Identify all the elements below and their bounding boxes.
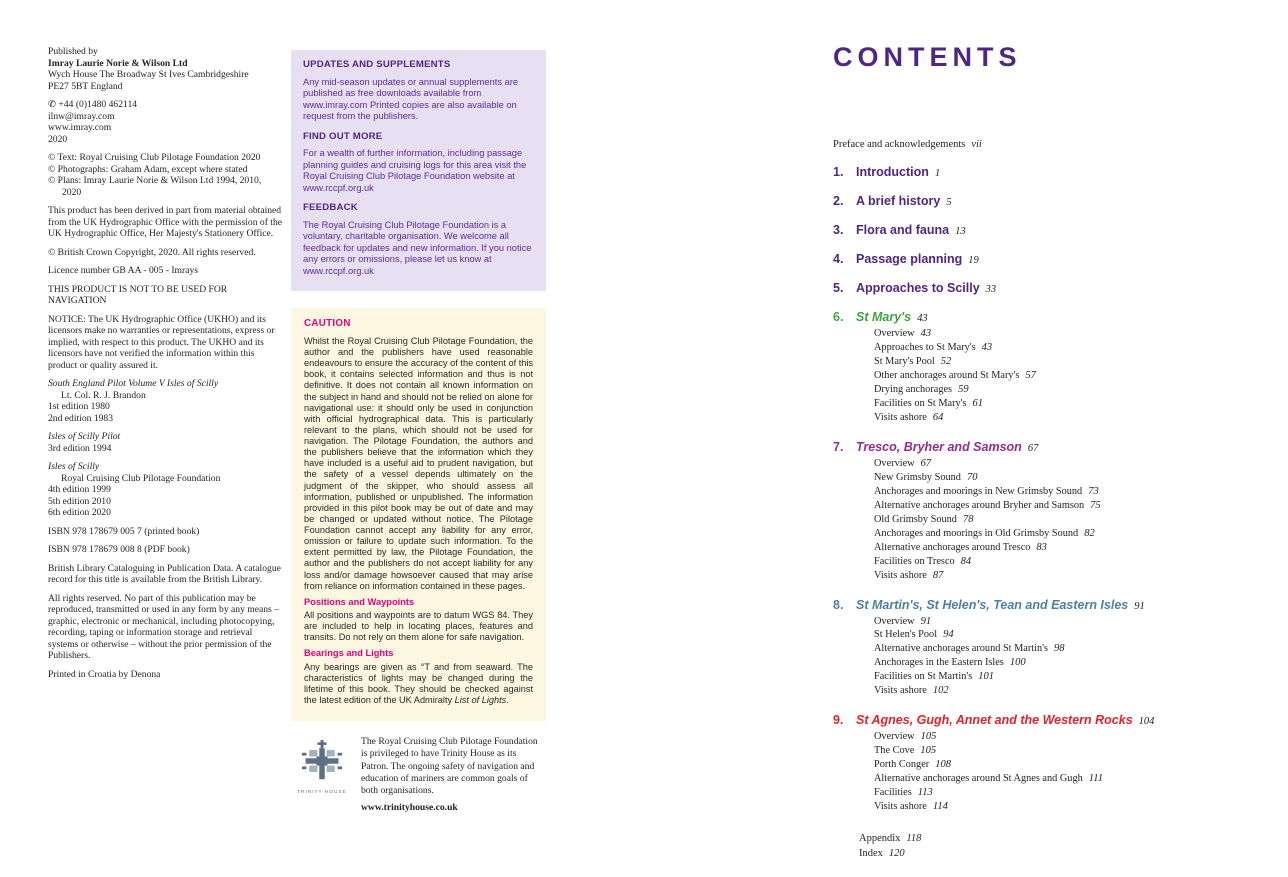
toc-subitem (874, 628, 1208, 642)
toc-chapter (833, 252, 1208, 266)
toc-subitem-page-number: 84 (960, 555, 972, 567)
toc-subitem (874, 397, 1208, 411)
imprint-line: 2nd edition 1983 (48, 412, 114, 424)
toc-subitem-label: Alternative anchorages around St Martin's (874, 643, 1048, 655)
toc-subitem-page-number: 102 (932, 685, 949, 697)
toc-subitem (874, 499, 1208, 513)
toc-subitem-label: Facilities on St Martin's (874, 671, 973, 683)
toc-chapter-row (833, 165, 1208, 179)
positions-waypoints-body: All positions and waypoints are to datum WGS 84. They are included to help in locating places, features and transits. Do not rely on them alone for safe navigation. (304, 609, 533, 643)
caution-body: Whilst the Royal Cruising Club Pilotage Foundation, the author and the publishers have used reasonable endeavours to ensure the accuracy of the content of this book, it contains selected information and thus is not definitive. It does not contain all known information on the subject in hand and should not be relied on alone for navigational use: it should only be used in conjunction with official hydrographical data. This is particularly relevant to the plans, which should not be used for navigation. The Pilotage Foundation, the authors and the publishers believe that the information which they have included is a useful aid to prudent navigation, but the safety of a vessel depends ultimately on the judgment of the skipper, who should assess all information, published or unpublished. The information provided in this pilot book may be out of date and may be changed or updated without notice. The Pilotage Foundation cannot accept any liability for any error, omission or failure to update such information. To the extent permitted by law, the Pilotage Foundation, the author and the publishers do not accept liability for any loss and/or damage howsoever caused that may arise from reliance on information contained in these pages. (304, 335, 533, 591)
toc-subitem-label: Porth Conger (874, 759, 930, 771)
chapter-number: 5. (833, 281, 844, 295)
toc-subitem-page-number: 94 (943, 629, 954, 641)
imprint-line: Isles of Scilly Pilot (48, 431, 121, 442)
imprint-line: This product has been derived in part from material obtained from the UK Hydrographic Office with the permission of the UK Hydrographic Office, Her Majesty's Stationery Office. (48, 205, 283, 239)
imprint-block (48, 314, 282, 372)
toc-subitem-page-number: 101 (978, 671, 994, 683)
toc-subitem (874, 569, 1208, 583)
toc-subitem-label: Overview (874, 457, 915, 469)
imprint-line: 1st edition 1980 (48, 401, 110, 412)
toc-subitem-page-number: 113 (917, 787, 933, 799)
toc-subitem (874, 485, 1208, 499)
back-matter-entry (859, 846, 1208, 861)
updates-info-box (291, 50, 546, 291)
trinity-house-caption: TRINITY HOUSE (297, 789, 347, 795)
toc-subitem-label: Alternative anchorages around Bryher and Samson (874, 499, 1085, 511)
toc-subitem-page-number: 70 (966, 471, 978, 483)
toc-subitem-label: St Mary's Pool (874, 355, 935, 367)
toc-subitem-page-number: 105 (920, 731, 937, 743)
imprint-line: 2020 (48, 133, 68, 145)
back-matter-entry (859, 831, 1208, 846)
toc-chapter (833, 281, 1208, 295)
imprint-block (48, 544, 282, 556)
notices-column (291, 50, 546, 815)
toc-subitem-page-number: 105 (920, 745, 937, 757)
toc-subitem-page-number: 100 (1009, 657, 1026, 669)
imprint-block (48, 247, 282, 259)
toc-subitem (874, 555, 1208, 569)
chapter-title: Flora and fauna (856, 223, 950, 237)
imprint-block (48, 99, 282, 145)
trinity-house-paragraph: The Royal Cruising Club Pilotage Foundation is privileged to have Trinity House as its Patron. The ongoing safety of navigation and education of mariners are common goals of both organisations. (361, 736, 538, 797)
toc-subitem (874, 744, 1208, 758)
chapter-number: 7. (833, 439, 844, 454)
imprint-line: Lt. Col. R. J. Brandon (61, 389, 146, 401)
toc-subitem-page-number: 98 (1054, 643, 1065, 655)
bearings-lights-text: Any bearings are given as °T and from seaward. The characteristics of lights may be changed during the lifetime of this book. They should be checked against the latest edition of the UK Admiralty (304, 661, 533, 705)
imprint-block (48, 152, 282, 198)
toc-subitem (874, 615, 1208, 629)
toc-chapter-row (833, 598, 1208, 612)
imprint-block (48, 205, 282, 240)
toc-subitem-page-number: 43 (920, 328, 932, 339)
trinity-house-text (361, 736, 543, 815)
chapter-title: Tresco, Bryher and Samson (856, 439, 1022, 454)
toc-subitem-label: Visits ashore (874, 685, 927, 697)
toc-subitem-page-number: 111 (1088, 773, 1103, 785)
imprint-line: Wych House The Broadway St Ives Cambridgeshire (48, 69, 249, 80)
toc-subitem-label: Alternative anchorages around Tresco (874, 541, 1031, 553)
toc-subitem (874, 355, 1208, 369)
chapter-number: 4. (833, 252, 844, 266)
preface-page-number: vii (971, 139, 982, 150)
bearings-lights-heading: Bearings and Lights (304, 648, 394, 659)
chapter-title: Introduction (856, 165, 929, 179)
imprint-column (48, 46, 282, 687)
toc-subitem (874, 341, 1208, 355)
toc-subitem-label: New Grimsby Sound (874, 471, 961, 483)
imprint-line: 4th edition 1999 (48, 484, 111, 495)
imprint-line: NOTICE: The UK Hydrographic Office (UKHO) and its licensors make no warranties or representations, express or implied, with respect to this product. The UKHO and its licensors have not verified the information within this product or quality assured it. (48, 313, 275, 371)
imprint-line: © Text: Royal Cruising Club Pilotage Foundation 2020 (48, 152, 261, 163)
imprint-line: 3rd edition 1994 (48, 442, 112, 454)
find-out-more-heading: FIND OUT MORE (303, 130, 383, 142)
chapter-page-number: 91 (1134, 600, 1145, 612)
imprint-line: ISBN 978 178679 008 8 (PDF book) (48, 544, 190, 555)
imprint-line: South England Pilot Volume V Isles of Scilly (48, 378, 219, 389)
toc-chapter (833, 165, 1208, 179)
imprint-line: © British Crown Copyright, 2020. All rights reserved. (48, 246, 256, 258)
chapter-number: 2. (833, 194, 844, 208)
back-matter (859, 831, 1208, 861)
toc-subitem-page-number: 59 (958, 383, 969, 395)
toc-subitem-page-number: 61 (972, 397, 984, 409)
toc-subitem-label: Facilities on Tresco (874, 555, 955, 567)
imprint-line: Imray Laurie Norie & Wilson Ltd (48, 57, 188, 69)
imprint-line: 5th edition 2010 (48, 495, 111, 507)
trinity-house-crest-icon (300, 740, 344, 782)
back-matter-label: Appendix (859, 833, 901, 845)
imprint-line: ilnw@imray.com (48, 110, 115, 122)
toc-subitem-label: Visits ashore (874, 411, 927, 423)
toc-subitem (874, 684, 1208, 698)
toc-chapter (833, 713, 1208, 814)
toc-subitem (874, 642, 1208, 656)
toc-subitem-page-number: 91 (920, 615, 932, 627)
toc-subitem-page-number: 67 (920, 457, 932, 469)
toc-subitem-label: Facilities on St Mary's (874, 397, 967, 409)
imprint-block (48, 526, 282, 538)
feedback-body: The Royal Cruising Club Pilotage Foundation is a voluntary, charitable organisation. We welcome all feedback for updates and new information. If you notice any errors or omissions, please let us know at www.rccpf.org.uk (303, 219, 532, 276)
toc-subitem (874, 369, 1208, 383)
imprint-line: Royal Cruising Club Pilotage Foundation (61, 472, 221, 484)
toc-subitem-label: Overview (874, 615, 915, 627)
toc-subitem (874, 786, 1208, 800)
trinity-house-url: www.trinityhouse.co.uk (361, 802, 458, 814)
toc-sublist (874, 327, 1208, 425)
toc-subitem (874, 656, 1208, 670)
imprint-line: 6th edition 2020 (48, 507, 111, 518)
chapter-number: 8. (833, 597, 844, 612)
toc-subitem (874, 327, 1208, 341)
toc-subitem-page-number: 64 (932, 411, 944, 423)
toc-chapter (833, 223, 1208, 237)
caution-box (291, 308, 546, 721)
toc-subitem (874, 471, 1208, 485)
toc-sublist (874, 615, 1208, 699)
toc-chapter-row (833, 440, 1208, 454)
caution-heading: CAUTION (304, 318, 351, 330)
toc-subitem-page-number: 52 (940, 355, 952, 367)
toc-subitem (874, 527, 1208, 541)
toc-subitem-label: Approaches to St Mary's (874, 341, 976, 353)
contents-page (833, 42, 1208, 862)
imprint-block (48, 46, 282, 92)
list-of-lights-title: List of Lights (454, 694, 507, 705)
toc-subitem-label: Visits ashore (874, 801, 927, 813)
imprint-line: ✆ +44 (0)1480 462114 (48, 99, 138, 110)
imprint-line: © Photographs: Graham Adam, except where stated (48, 163, 248, 175)
updates-heading: UPDATES AND SUPPLEMENTS (303, 59, 451, 70)
imprint-block (48, 461, 282, 519)
toc-subitem-label: The Cove (874, 745, 915, 757)
toc-chapter (833, 598, 1208, 699)
chapter-page-number: 33 (985, 284, 997, 295)
toc-subitem-page-number: 78 (962, 513, 974, 525)
contents-title: CONTENTS (833, 42, 1022, 72)
preface-label: Preface and acknowledgements (833, 139, 966, 150)
toc-chapter (833, 194, 1208, 208)
toc-subitem (874, 457, 1208, 471)
chapter-page-number: 19 (968, 255, 979, 266)
toc-subitem-page-number: 43 (981, 341, 993, 353)
toc-subitem (874, 730, 1208, 744)
toc-subitem-label: Overview (874, 328, 915, 339)
toc-subitem-label: Anchorages in the Eastern Isles (874, 657, 1004, 669)
chapter-page-number: 67 (1027, 442, 1039, 454)
toc-chapter-row (833, 713, 1208, 727)
bearings-lights-period: . (506, 694, 509, 705)
chapter-title: Approaches to Scilly (856, 281, 980, 295)
toc-subitem (874, 772, 1208, 786)
chapter-title: A brief history (856, 194, 941, 208)
imprint-line: All rights reserved. No part of this publication may be reproduced, transmitted or used in any form by any means – graphic, electronic or mechanical, including photocopying, recording, taping or information storage and retrieval systems or otherwise – without the prior permission of the Publishers. (48, 592, 279, 661)
toc-subitem-page-number: 114 (932, 801, 948, 813)
toc-subitem-page-number: 83 (1036, 541, 1047, 553)
toc-subitem-label: St Helen's Pool (874, 629, 938, 641)
find-out-more-body: For a wealth of further information, including passage planning guides and cruising logs for this area visit the Royal Cruising Club Pilotage Foundation website at www.rccpf.org.uk (303, 148, 527, 193)
toc-subitem-page-number: 73 (1088, 485, 1099, 497)
toc-sublist (874, 730, 1208, 814)
toc-subitem (874, 758, 1208, 772)
updates-body: Any mid-season updates or annual supplements are published as free downloads available from www.imray.com Printed copies are also available on request from the publishers. (303, 76, 518, 122)
imprint-line: British Library Cataloguing in Publication Data. A catalogue record for this title is available from the British Library. (48, 562, 281, 585)
imprint-block (48, 378, 282, 424)
toc-chapter (833, 310, 1208, 425)
chapter-page-number: 104 (1138, 716, 1155, 728)
table-of-contents (833, 165, 1208, 814)
toc-chapter-row (833, 194, 1208, 208)
chapter-title: St Agnes, Gugh, Annet and the Western Rocks (856, 713, 1133, 728)
toc-subitem-label: Old Grimsby Sound (874, 513, 957, 525)
chapter-page-number: 1 (934, 168, 941, 179)
imprint-block (48, 431, 282, 454)
toc-subitem-page-number: 75 (1090, 499, 1101, 511)
trinity-house-section (291, 736, 546, 815)
chapter-number: 9. (833, 713, 844, 728)
toc-chapter-row (833, 310, 1208, 324)
chapter-title: Passage planning (856, 252, 963, 266)
chapter-page-number: 13 (955, 226, 966, 237)
toc-subitem (874, 383, 1208, 397)
imprint-line: Isles of Scilly (48, 461, 100, 472)
imprint-line: THIS PRODUCT IS NOT TO BE USED FOR NAVIGATION (48, 283, 228, 306)
toc-subitem-label: Alternative anchorages around St Agnes and Gugh (874, 773, 1083, 785)
toc-chapter-row (833, 252, 1208, 266)
toc-chapter-row (833, 223, 1208, 237)
imprint-line: © Plans: Imray Laurie Norie & Wilson Ltd 1994, 2010, 2020 (48, 175, 262, 198)
toc-subitem (874, 541, 1208, 555)
toc-chapter (833, 440, 1208, 583)
trinity-house-logo (291, 740, 353, 794)
toc-subitem-label: Facilities (874, 787, 912, 799)
toc-subitem-label: Drying anchorages (874, 383, 953, 395)
imprint-block (48, 284, 282, 307)
back-matter-page-number: 118 (906, 833, 922, 845)
toc-subitem-page-number: 82 (1084, 527, 1095, 539)
toc-subitem-page-number: 108 (935, 759, 951, 771)
imprint-line: Licence number GB AA - 005 - Imrays (48, 265, 198, 276)
toc-subitem-label: Visits ashore (874, 569, 927, 581)
positions-waypoints-heading: Positions and Waypoints (304, 596, 415, 607)
bearings-lights-body (304, 662, 533, 707)
preface-entry (833, 139, 1208, 150)
toc-subitem (874, 513, 1208, 527)
feedback-heading: FEEDBACK (303, 202, 358, 214)
toc-subitem-label: Anchorages and moorings in New Grimsby Sound (874, 485, 1083, 497)
chapter-page-number: 43 (917, 313, 928, 324)
imprint-line: www.imray.com (48, 122, 112, 133)
chapter-number: 3. (833, 223, 844, 237)
chapter-number: 1. (833, 165, 844, 179)
toc-subitem (874, 800, 1208, 814)
back-matter-label: Index (859, 848, 883, 860)
toc-sublist (874, 457, 1208, 583)
toc-subitem-label: Overview (874, 731, 915, 743)
toc-subitem-page-number: 57 (1025, 369, 1036, 381)
toc-subitem-page-number: 87 (932, 569, 944, 581)
toc-subitem (874, 670, 1208, 684)
imprint-line: ISBN 978 178679 005 7 (printed book) (48, 525, 200, 537)
imprint-block (48, 669, 282, 681)
toc-chapter-row (833, 281, 1208, 295)
imprint-line: PE27 5BT England (48, 80, 123, 92)
back-matter-page-number: 120 (888, 848, 905, 860)
chapter-title: St Mary's (856, 310, 912, 324)
imprint-block (48, 563, 282, 586)
toc-subitem-label: Anchorages and moorings in Old Grimsby Sound (874, 527, 1079, 539)
imprint-line: Printed in Croatia by Denona (48, 668, 161, 680)
chapter-title: St Martin's, St Helen's, Tean and Eastern Isles (856, 597, 1129, 612)
imprint-line: Published by (48, 46, 98, 57)
chapter-page-number: 5 (946, 197, 952, 208)
toc-subitem (874, 411, 1208, 425)
chapter-number: 6. (833, 310, 844, 324)
toc-subitem-label: Other anchorages around St Mary's (874, 369, 1020, 381)
imprint-block (48, 265, 282, 277)
imprint-block (48, 593, 282, 662)
